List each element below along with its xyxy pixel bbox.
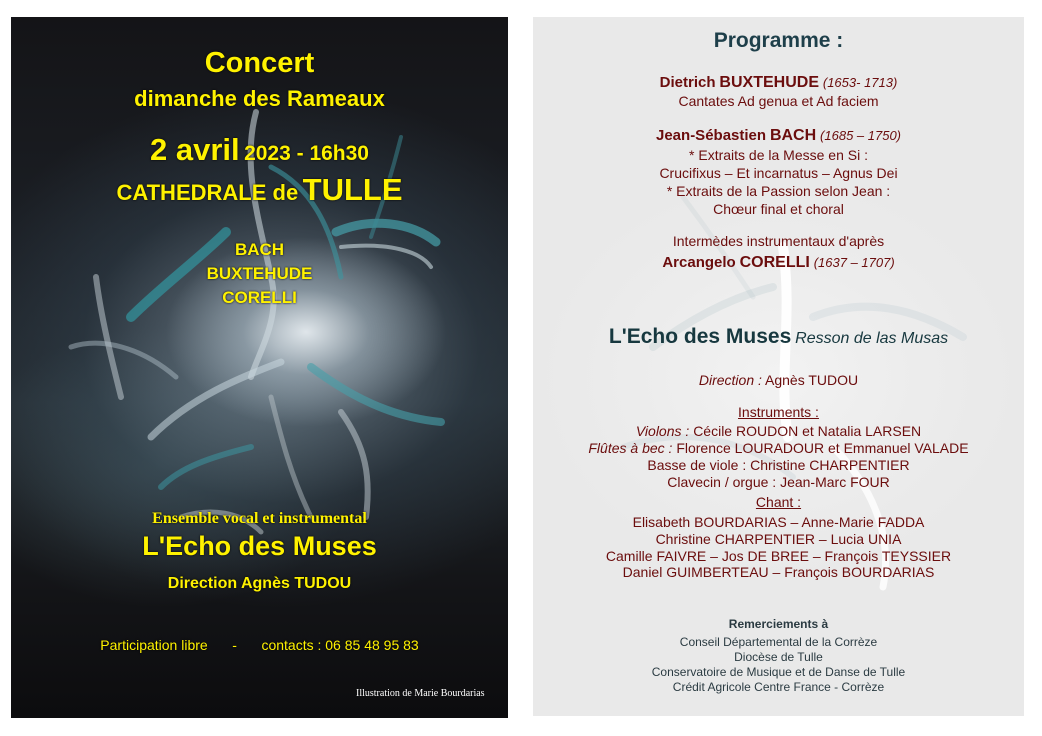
instruments-heading: Instruments :	[738, 404, 819, 420]
buxtehude-heading	[533, 74, 1024, 92]
corelli-heading	[533, 254, 1024, 272]
composer-lastname: BACH	[769, 127, 817, 144]
poster-direction: Direction Agnès TUDOU	[167, 575, 352, 592]
thanks-line: Crédit Agricole Centre France - Corrèze	[672, 680, 885, 694]
concert-subtitle: dimanche des Rameaux	[134, 86, 385, 111]
participation-contacts	[11, 637, 508, 653]
bach-work-line: * Extraits de la Messe en Si :	[689, 147, 868, 163]
poster-composer: BUXTEHUDE	[206, 264, 313, 283]
thanks-line: Conseil Départemental de la Corrèze	[679, 635, 878, 649]
composer-lastname: BUXTEHUDE	[719, 74, 819, 91]
abstract-painting-illustration	[11, 17, 508, 718]
instrument-line: Basse de viole : Christine CHARPENTIER	[647, 457, 910, 473]
thanks-heading: Remerciements à	[728, 617, 829, 631]
ensemble-occitan-name: Resson de las Musas	[795, 330, 949, 347]
concert-venue	[11, 172, 508, 208]
concert-title: Concert	[204, 47, 315, 79]
poster-composer-list	[11, 238, 508, 310]
chant-line: Elisabeth BOURDARIAS – Anne-Marie FADDA	[632, 514, 925, 530]
bach-heading	[533, 127, 1024, 145]
ensemble-description: Ensemble vocal et instrumental	[152, 510, 367, 527]
chant-line: Camille FAIVRE – Jos DE BREE – François TEYSSIER	[605, 548, 952, 564]
date-main: 2 avril	[149, 132, 240, 167]
venue-prefix: CATHEDRALE de	[116, 180, 299, 205]
chant-line: Christine CHARPENTIER – Lucia UNIA	[655, 531, 902, 547]
direction-name: Agnès TUDOU	[765, 372, 859, 388]
separator-dash: -	[232, 637, 237, 653]
venue-city: TULLE	[302, 172, 403, 207]
instrument-names: Florence LOURADOUR et Emmanuel VALADE	[676, 440, 969, 456]
direction-label: Direction :	[698, 372, 762, 388]
concert-poster	[11, 17, 508, 718]
contacts-phone: contacts : 06 85 48 95 83	[261, 637, 419, 653]
composer-firstname: Arcangelo	[662, 254, 736, 271]
thanks-line: Conservatoire de Musique et de Danse de Tulle	[651, 665, 906, 679]
buxtehude-works: Cantates Ad genua et Ad faciem	[678, 93, 879, 109]
ensemble-name: L'Echo des Muses	[142, 531, 377, 561]
instrument-label: Flûtes à bec :	[588, 440, 673, 456]
concert-date	[11, 132, 508, 168]
chant-line: Daniel GUIMBERTEAU – François BOURDARIAS	[622, 564, 935, 580]
participation-text: Participation libre	[100, 637, 208, 653]
instrument-line	[533, 423, 1024, 439]
bach-work-line: Chœur final et choral	[713, 201, 844, 217]
faded-background-illustration	[533, 17, 1024, 716]
poster-composer: BACH	[234, 240, 285, 259]
instrument-line: Clavecin / orgue : Jean-Marc FOUR	[667, 474, 890, 490]
ensemble-name: L'Echo des Muses	[608, 325, 792, 348]
thanks-line: Diocèse de Tulle	[734, 650, 823, 664]
corelli-intro: Intermèdes instrumentaux d'après	[672, 233, 885, 249]
composer-dates: (1685 – 1750)	[820, 128, 901, 143]
composer-dates: (1653- 1713)	[822, 75, 898, 90]
chant-heading: Chant :	[755, 494, 802, 510]
illustration-credit: Illustration de Marie Bourdarias	[356, 688, 485, 699]
ensemble-title	[533, 325, 1024, 349]
bach-work-line: Crucifixus – Et incarnatus – Agnus Dei	[659, 165, 898, 181]
composer-firstname: Dietrich	[659, 74, 716, 91]
date-time: 2023 - 16h30	[244, 142, 369, 165]
instrument-label: Violons :	[635, 423, 690, 439]
instrument-names: Cécile ROUDON et Natalia LARSEN	[693, 423, 922, 439]
programme-panel	[533, 17, 1024, 716]
direction-line	[533, 372, 1024, 388]
composer-dates: (1637 – 1707)	[813, 255, 895, 270]
instrument-line	[533, 440, 1024, 456]
programme-heading: Programme :	[713, 29, 844, 52]
composer-lastname: CORELLI	[739, 254, 810, 271]
bach-work-line: * Extraits de la Passion selon Jean :	[666, 183, 891, 199]
poster-composer: CORELLI	[222, 288, 297, 307]
composer-firstname: Jean-Sébastien	[656, 127, 767, 144]
